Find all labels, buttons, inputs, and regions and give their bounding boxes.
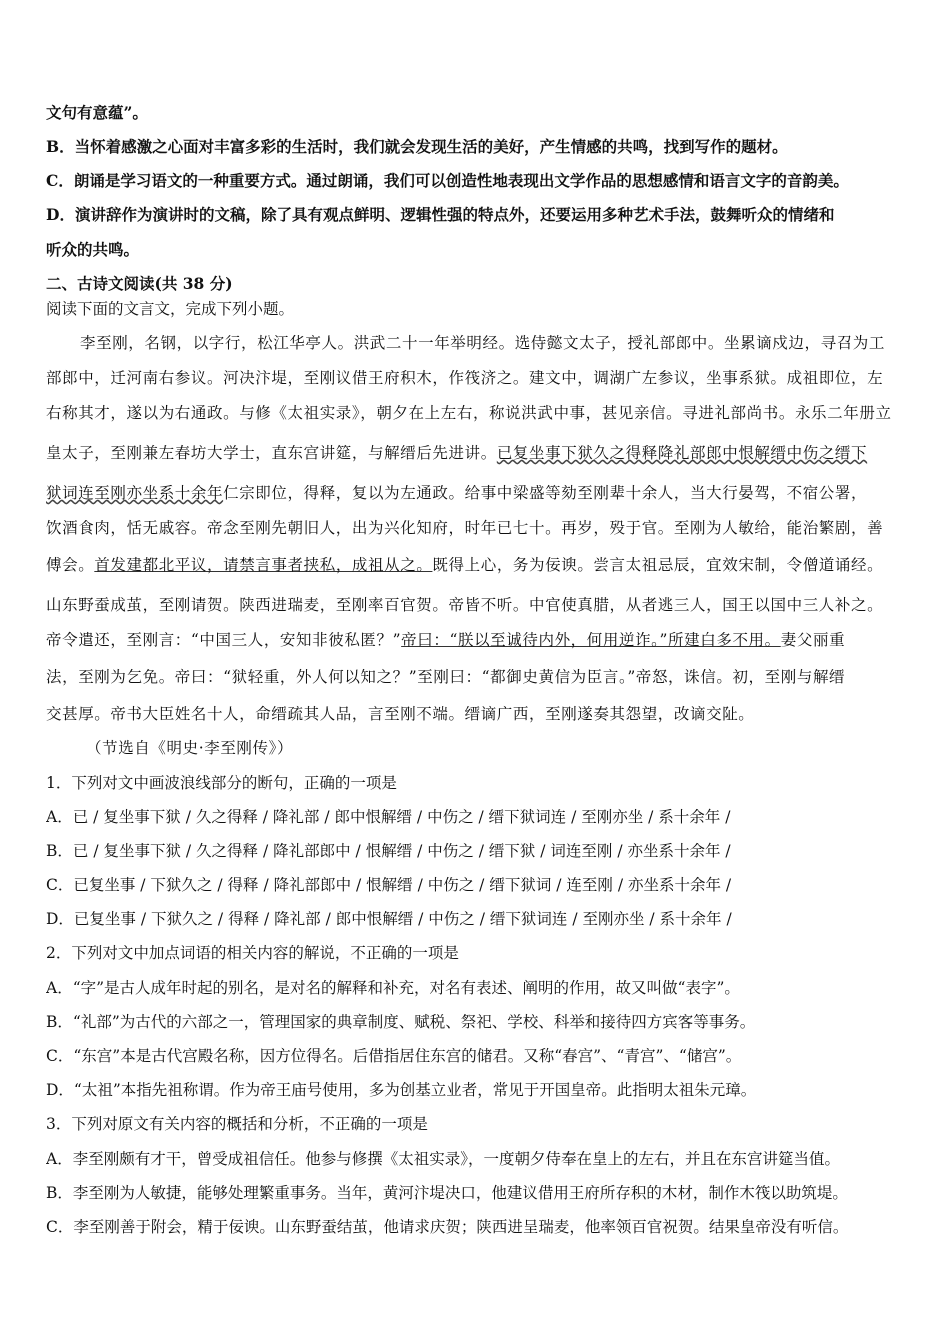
option-d-continuation: 文句有意蕴”。 (46, 103, 148, 122)
option-d-end: 听众的共鸣。 (46, 240, 140, 259)
underlined-text: 帝曰：“朕以至诚待内外，何用逆诈。”所建白多不用。 (401, 631, 781, 649)
question-1-stem: 1．下列对文中画波浪线部分的断句，正确的一项是 (46, 774, 397, 792)
passage-line (46, 553, 908, 577)
question-3-option-c: C．李至刚善于附会，精于佞谀。山东野蚕结茧，他请求庆贺；陕西进呈瑞麦，他率领百官祝贺。结果皇帝没有听信。 (46, 1218, 849, 1236)
section-title: 二、古诗文阅读(共 38 分) (46, 274, 233, 293)
passage-line: 法，至刚为乞免。帝曰：“狱轻重，外人何以知之？”至刚曰：“都御史黄信为臣言。”帝怒，诛信。初，至刚与解缙 (46, 668, 846, 686)
passage-text: 帝令遣还，至刚言：“中国三人，安知非彼私匿？” (46, 631, 402, 649)
passage-line: 部郎中，迁河南右参议。河决汴堤，至刚议借王府积木，作筏济之。建文中，调湖广左参议，坐事系狱。成祖即位，左 (46, 369, 884, 387)
passage-text: 既得上心，务为佞谀。尝言太祖忌辰，宜效宋制，令僧道诵经。 (432, 556, 884, 574)
passage-line: 李至刚，名钢，以字行，松江华亭人。洪武二十一年举明经。选侍懿文太子，授礼部郎中。坐累谪戍边，寻召为工 (80, 334, 886, 352)
passage-line: 右称其才，遂以为右通政。与修《太祖实录》，朝夕在上左右，称说洪武中事，甚见亲信。寻进礼部尚书。永乐二年册立 (46, 404, 892, 422)
wavy-underlined-text: 狱词连至刚亦坐系十余年 (46, 484, 224, 502)
question-3-stem: 3．下列对原文有关内容的概括和分析，不正确的一项是 (46, 1115, 428, 1133)
question-3-option-a: A．李至刚颇有才干，曾受成祖信任。他参与修撰《太祖实录》，一度朝夕侍奉在皇上的左右，并且在东宫讲筵当值。 (46, 1150, 840, 1168)
option-d: D．演讲辞作为演讲时的文稿，除了具有观点鲜明、逻辑性强的特点外，还要运用多种艺术手法，鼓舞听众的情绪和 (46, 205, 835, 224)
wavy-underlined-text: 已复坐事下狱久之得释降礼部郎中恨解缙中伤之缙下 (496, 444, 868, 462)
question-1-option-a: A．已 / 复坐事下狱 / 久之得释 / 降礼部 / 郎中恨解缙 / 中伤之 / 缙下狱词连 / 至刚亦坐 / 系十余年 / (46, 808, 731, 826)
passage-source: （节选自《明史·李至刚传》） (86, 739, 294, 757)
passage-line (46, 441, 908, 465)
option-c: C．朗诵是学习语文的一种重要方式。通过朗诵，我们可以创造性地表现出文学作品的思想感情和语言文字的音韵美。 (46, 171, 849, 190)
question-3-option-b: B．李至刚为人敏捷，能够处理繁重事务。当年，黄河汴堤决口，他建议借用王府所存积的木材，制作木筏以助筑堤。 (46, 1184, 848, 1202)
passage-line (46, 481, 908, 505)
question-1-option-c: C．已复坐事 / 下狱久之 / 得释 / 降礼部郎中 / 恨解缙 / 中伤之 / 缙下狱词 / 连至刚 / 亦坐系十余年 / (46, 876, 732, 894)
passage-line (46, 628, 908, 652)
passage-text: 傅会。 (46, 556, 95, 574)
passage-text: 妻父丽重 (780, 631, 846, 649)
question-2-stem: 2．下列对文中加点词语的相关内容的解说，不正确的一项是 (46, 944, 459, 962)
question-1-option-d: D．已复坐事 / 下狱久之 / 得释 / 降礼部 / 郎中恨解缙 / 中伤之 / 缙下狱词连 / 至刚亦坐 / 系十余年 / (46, 910, 732, 928)
question-2-option-c: C．“东宫”本是古代宫殿名称，因方位得名。后借指居住东宫的储君。又称“春宫”、“青宫”、“储宫”。 (46, 1047, 742, 1065)
question-2-option-d: D．“太祖”本指先祖称谓。作为帝王庙号使用，多为创基立业者，常见于开国皇帝。此指明太祖朱元璋。 (46, 1081, 757, 1099)
question-1-option-b: B．已 / 复坐事下狱 / 久之得释 / 降礼部郎中 / 恨解缙 / 中伤之 / 缙下狱 / 词连至刚 / 亦坐系十余年 / (46, 842, 731, 860)
passage-line: 交甚厚。帝书大臣姓名十人，命缙疏其人品，言至刚不端。缙谪广西，至刚遂奏其怨望，改谪交阯。 (46, 705, 755, 723)
underlined-text: 首发建都北平议，请禁言事者挟私，成祖从之。 (94, 556, 433, 574)
option-b: B．当怀着感激之心面对丰富多彩的生活时，我们就会发现生活的美好，产生情感的共鸣，找到写作的题材。 (46, 137, 788, 156)
question-2-option-b: B．“礼部”为古代的六部之一，管理国家的典章制度、赋税、祭祀、学校、科举和接待四方宾客等事务。 (46, 1013, 756, 1031)
passage-text: 皇太子，至刚兼左春坊大学士，直东宫讲筵，与解缙后先进讲。 (46, 444, 497, 462)
reading-instruction: 阅读下面的文言文，完成下列小题。 (46, 300, 295, 318)
passage-line: 山东野蚕成茧，至刚请贺。陕西进瑞麦，至刚率百官贺。帝皆不听。中官使真腊，从者逃三人，国王以国中三人补之。 (46, 596, 884, 614)
passage-line: 饮酒食肉，恬无戚容。帝念至刚先朝旧人，出为兴化知府，时年已七十。再岁，殁于官。至刚为人敏给，能治繁剧，善 (46, 519, 884, 537)
question-2-option-a: A．“字”是古人成年时起的别名，是对名的解释和补充，对名有表述、阐明的作用，故又叫做“表字”。 (46, 979, 740, 997)
passage-text: 仁宗即位，得释，复以为左通政。给事中梁盛等劾至刚辈十余人，当大行晏驾，不宿公署， (223, 484, 868, 502)
